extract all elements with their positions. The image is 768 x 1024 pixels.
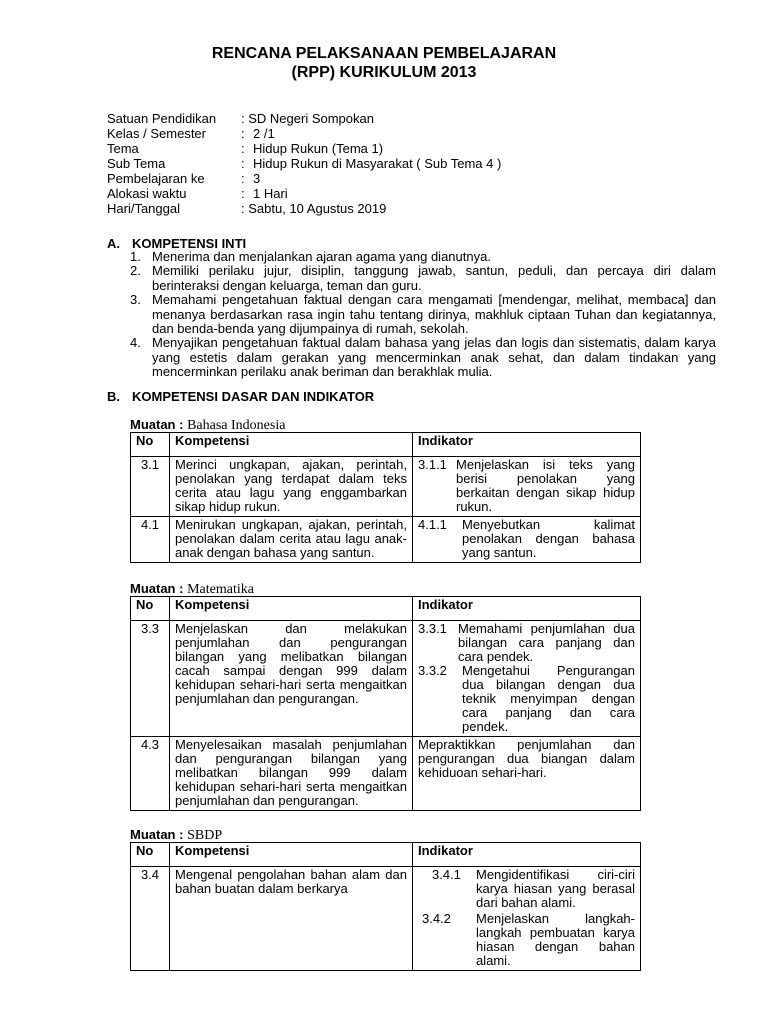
item-text: Memahami pengetahuan faktual dengan cara mengamati [mendengar, melihat, membaca] dan menanya berdasarkan rasa ingin tahu tentang dirinya, makhluk ciptaan Tuhan dan kegiatannya, dan benda-benda yang dijumpainya di rumah, sekolah. [152,292,716,337]
table-header-row [131,597,641,621]
info-label: Alokasi waktu [107,186,187,201]
indicator-text: Menyebutkan kalimat penolakan dengan bahasa yang santun. [462,517,635,560]
cell-indikator: Mepraktikkan penjumlahan dan pengurangan dua biangan dalam kehiduoan sehari-hari. [413,737,641,811]
cell-indikator [413,517,641,563]
kd-table-sbdp [130,842,641,971]
col-header-indikator: Indikator [413,597,641,621]
info-label: Sub Tema [107,156,166,171]
kd-table-bahasa-indonesia [130,432,641,563]
cell-no: 4.1 [131,517,170,563]
info-value: Sabtu, 10 Agustus 2019 [248,201,387,216]
indicator-item [418,518,635,560]
muatan-label [130,417,285,433]
cell-no: 3.3 [131,621,170,737]
list-item [130,293,716,336]
col-header-no: No [131,597,170,621]
indicator-code: 3.3.1 [418,621,447,636]
indicator-code: 3.3.2 [418,663,447,678]
item-text: Memiliki perilaku jujur, disiplin, tanggung jawab, santun, peduli, dan percaya diri dalam berinteraksi dengan keluarga, teman dan guru. [152,263,716,293]
indicator-item [418,622,635,664]
info-row [107,201,501,216]
info-separator: : [241,186,245,201]
cell-kompetensi: Menjelaskan dan melakukan penjumlahan dan pengurangan bilangan yang melibatkan bilangan cacah sampai dengan 999 dalam kehidupan sehari-hari serta mengaitkan penjumlahan dan pengurangan. [170,621,413,737]
indicator-text: Menjelaskan isi teks yang berisi penolakan yang berkaitan dengan sikap hidup rukun. [456,457,635,514]
item-number: 3. [130,292,141,308]
muatan-subject: Matematika [187,582,254,597]
title-line-2: (RPP) KURIKULUM 2013 [291,64,477,81]
info-separator: : [241,201,245,216]
identity-block [107,111,501,216]
col-header-kompetensi: Kompetensi [170,597,413,621]
info-row [107,141,501,156]
indicator-item [418,664,635,734]
info-separator: : [241,171,245,186]
muatan-prefix: Muatan : [130,417,184,432]
info-value: 2 /1 [253,126,275,141]
item-number: 4. [130,335,141,351]
col-header-indikator: Indikator [413,433,641,457]
section-b-heading [107,389,374,404]
col-header-no: No [131,843,170,867]
info-separator: : [241,111,245,126]
cell-kompetensi: Menirukan ungkapan, ajakan, perintah, penolakan dalam cerita atau lagu anak-anak dengan bahasa yang santun. [170,517,413,563]
col-header-kompetensi: Kompetensi [170,843,413,867]
table-row [131,621,641,737]
list-item [130,250,716,264]
cell-no: 3.4 [131,867,170,971]
cell-no: 4.3 [131,737,170,811]
info-label: Tema [107,141,139,156]
section-letter: B. [107,389,120,404]
info-row [107,156,501,171]
cell-kompetensi: Merinci ungkapan, ajakan, perintah, penolakan yang terdapat dalam teks cerita atau lagu yang enggambarkan sikap hidup rukun. [170,457,413,517]
title-line-1: RENCANA PELAKSANAAN PEMBELAJARAN [211,45,557,62]
cell-kompetensi: Menyelesaikan masalah penjumlahan dan pengurangan bilangan yang melibatkan bilangan 999 dalam kehidupan sehari-hari serta mengaitkan penjumlahan dan pengurangan. [170,737,413,811]
indicator-text: Menjelaskan langkah-langkah pembuatan karya hiasan dengan bahan alami. [476,911,635,968]
list-item [130,264,716,293]
info-row [107,126,501,141]
item-number: 2. [130,263,141,279]
muatan-subject: Bahasa Indonesia [187,418,286,433]
muatan-prefix: Muatan : [130,581,184,596]
info-row [107,111,501,126]
info-label: Hari/Tanggal [107,201,180,216]
document-title [0,44,768,82]
muatan-label [130,827,222,843]
col-header-indikator: Indikator [413,843,641,867]
cell-indikator [413,621,641,737]
cell-no: 3.1 [131,457,170,517]
item-text: Menyajikan pengetahuan faktual dalam bahasa yang jelas dan logis dan sistematis, dalam karya yang estetis dalam gerakan yang mencerminkan anak sehat, dan dalam tindakan yang mencerminkan perilaku anak beriman dan berakhlak mulia. [152,335,716,380]
muatan-label [130,581,254,597]
info-separator: : [241,141,245,156]
info-label: Satuan Pendidikan [107,111,217,126]
indicator-text: Mengetahui Pengurangan dua bilangan dengan dua teknik menyimpan dengan cara panjang dan cara pendek. [462,663,635,734]
table-row [131,867,641,971]
table-row [131,517,641,563]
cell-kompetensi: Mengenal pengolahan bahan alam dan bahan buatan dalam berkarya [170,867,413,971]
table-header-row [131,433,641,457]
info-value: SD Negeri Sompokan [248,111,374,126]
indicator-code: 3.4.1 [432,867,461,882]
item-number: 1. [130,249,141,264]
indicator-code: 4.1.1 [418,517,447,532]
info-row [107,171,501,186]
info-label: Kelas / Semester [107,126,206,141]
info-value: 3 [253,171,261,186]
col-header-kompetensi: Kompetensi [170,433,413,457]
table-row [131,737,641,811]
info-row [107,186,501,201]
indicator-code: 3.1.1 [418,457,447,472]
table-row [131,457,641,517]
indicator-text: Mengidentifikasi ciri-ciri karya hiasan yang berasal dari bahan alami. [476,867,635,910]
section-title: KOMPETENSI INTI [132,236,247,251]
indicator-code: 3.4.2 [422,911,451,926]
kd-table-matematika [130,596,641,811]
kompetensi-inti-list [130,250,716,380]
cell-indikator [413,867,641,971]
info-separator: : [241,156,245,171]
indicator-item [418,458,635,514]
item-text: Menerima dan menjalankan ajaran agama yang dianutnya. [152,249,491,264]
info-value: 1 Hari [253,186,288,201]
indicator-text: Memahami penjumlahan dua bilangan cara panjang dan cara pendek. [458,621,635,664]
list-item [130,336,716,379]
info-separator: : [241,126,245,141]
cell-indikator [413,457,641,517]
info-value: Hidup Rukun di Masyarakat ( Sub Tema 4 ) [253,156,502,171]
indicator-item [418,868,635,910]
muatan-prefix: Muatan : [130,827,184,842]
section-title: KOMPETENSI DASAR DAN INDIKATOR [132,389,375,404]
info-label: Pembelajaran ke [107,171,205,186]
col-header-no: No [131,433,170,457]
table-header-row [131,843,641,867]
muatan-subject: SBDP [187,828,223,843]
indicator-item [418,912,635,968]
info-value: Hidup Rukun (Tema 1) [253,141,384,156]
section-letter: A. [107,236,120,251]
